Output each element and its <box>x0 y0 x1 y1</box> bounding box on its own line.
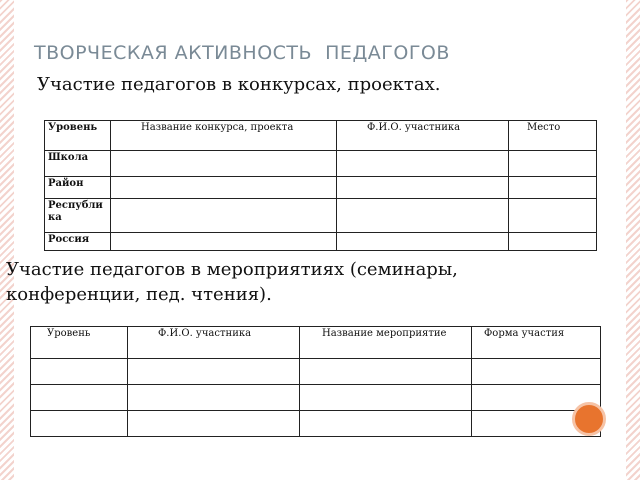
decorative-stripe-left <box>0 0 14 480</box>
table-cell <box>300 411 472 437</box>
column-header-level: Уровень <box>31 327 128 359</box>
table-row <box>45 199 597 233</box>
table-cell <box>111 199 337 233</box>
column-header-event-name: Название мероприятие <box>300 327 472 359</box>
slide-title: ТВОРЧЕСКАЯ АКТИВНОСТЬ ПЕДАГОГОВ <box>34 42 450 64</box>
table-cell <box>128 411 300 437</box>
table-cell <box>111 233 337 251</box>
table-row <box>45 177 597 199</box>
table-cell <box>509 199 597 233</box>
section-heading-events: Участие педагогов в мероприятиях (семинары, конференции, пед. чтения). <box>6 259 458 305</box>
table-cell <box>509 177 597 199</box>
table-row <box>31 385 601 411</box>
table-cell <box>111 151 337 177</box>
table-cell <box>31 411 128 437</box>
column-header-participant: Ф.И.О. участника <box>128 327 300 359</box>
table-header-row <box>31 327 601 359</box>
table-row <box>45 151 597 177</box>
column-header-level: Уровень <box>45 121 111 151</box>
table-row <box>31 359 601 385</box>
table-cell <box>31 359 128 385</box>
table-cell <box>300 385 472 411</box>
table-cell <box>337 151 509 177</box>
contests-table <box>44 120 597 251</box>
column-header-contest-name: Название конкурса, проекта <box>111 121 337 151</box>
column-header-participant: Ф.И.О. участника <box>337 121 509 151</box>
table-header-row <box>45 121 597 151</box>
events-table <box>30 326 601 437</box>
table-cell <box>509 233 597 251</box>
table-cell <box>128 385 300 411</box>
table-cell <box>111 177 337 199</box>
table-cell <box>337 233 509 251</box>
row-label-school: Школа <box>45 151 111 177</box>
row-label-russia: Россия <box>45 233 111 251</box>
row-label-republic: Республика <box>45 199 111 233</box>
row-label-district: Район <box>45 177 111 199</box>
table-cell <box>509 151 597 177</box>
table-cell <box>337 177 509 199</box>
section-heading-contests: Участие педагогов в конкурсах, проектах. <box>37 74 441 95</box>
column-header-place: Место <box>509 121 597 151</box>
decorative-orange-circle <box>572 402 606 436</box>
table-cell <box>300 359 472 385</box>
column-header-participation-form: Форма участия <box>472 327 601 359</box>
decorative-stripe-right <box>626 0 640 480</box>
table-row <box>45 233 597 251</box>
table-cell <box>337 199 509 233</box>
table-cell <box>472 359 601 385</box>
table-row <box>31 411 601 437</box>
table-cell <box>128 359 300 385</box>
table-cell <box>31 385 128 411</box>
